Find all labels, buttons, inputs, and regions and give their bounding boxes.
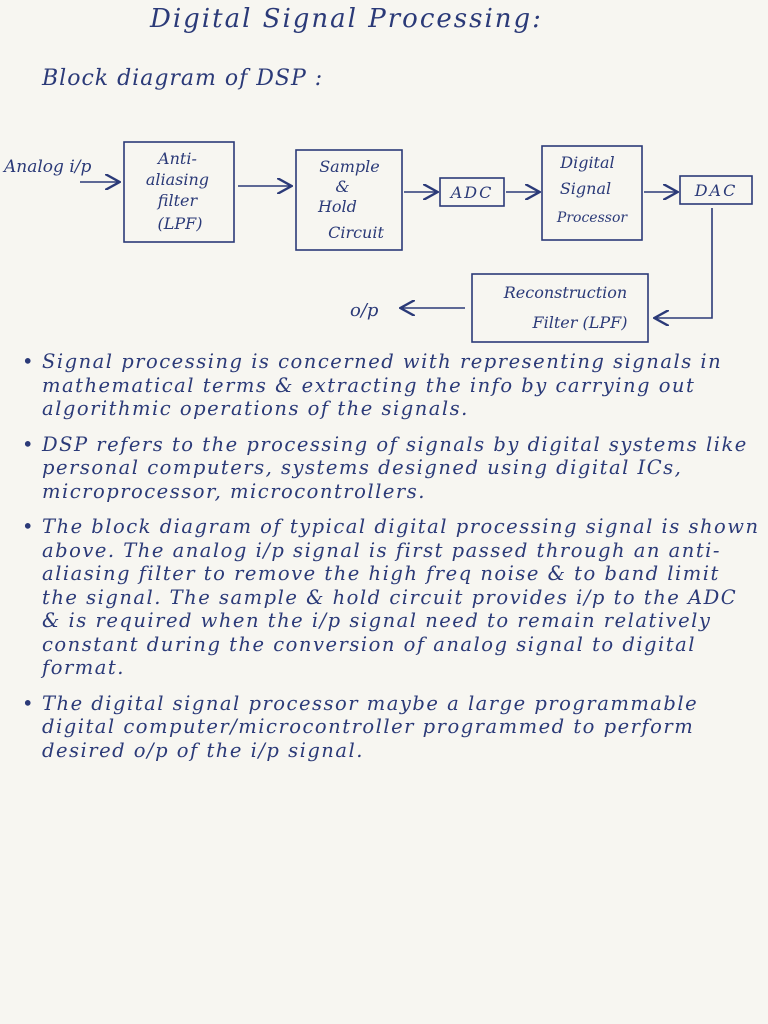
- note-bullet: • Signal processing is concerned with representing signals in mathematical terms & extracting the info by carrying out algorithmic operations of the signals.: [18, 350, 763, 421]
- dsp-label: Digital Signal Processor: [556, 153, 628, 226]
- reconstruction-label: Reconstruction Filter (LPF): [503, 283, 628, 332]
- analog-input-label: Analog i/p: [4, 157, 92, 177]
- note-bullet: • DSP refers to the processing of signals by digital systems like personal computers, systems designed using digital ICs, microprocessor, microcontrollers.: [18, 433, 763, 504]
- adc-label: ADC: [450, 183, 494, 202]
- anti-aliasing-label: Anti- aliasing filter (LPF): [145, 149, 210, 233]
- arrow-dac-to-filter: [656, 208, 712, 318]
- dac-label: DAC: [694, 181, 738, 200]
- note-bullet: • The block diagram of typical digital processing signal is shown above. The analog i/p signal is first passed through an anti-aliasing filter to remove the high freq noise & to band limit the signal. The sample & hold circuit provides i/p to the ADC & is required when the i/p signal need to remain relatively constant during the conversion of analog signal to digital format.: [18, 515, 763, 680]
- diagram-heading: Block diagram of DSP :: [42, 66, 324, 91]
- output-label: o/p: [350, 300, 379, 321]
- sample-hold-label: Sample & Hold Circuit: [317, 157, 384, 242]
- note-bullet: • The digital signal processor maybe a large programmable digital computer/microcontroller programmed to perform desired o/p of the i/p signal.: [18, 692, 763, 763]
- notes-list: [18, 350, 763, 774]
- dsp-block-diagram: [0, 130, 768, 350]
- page-title: Digital Signal Processing:: [150, 4, 543, 34]
